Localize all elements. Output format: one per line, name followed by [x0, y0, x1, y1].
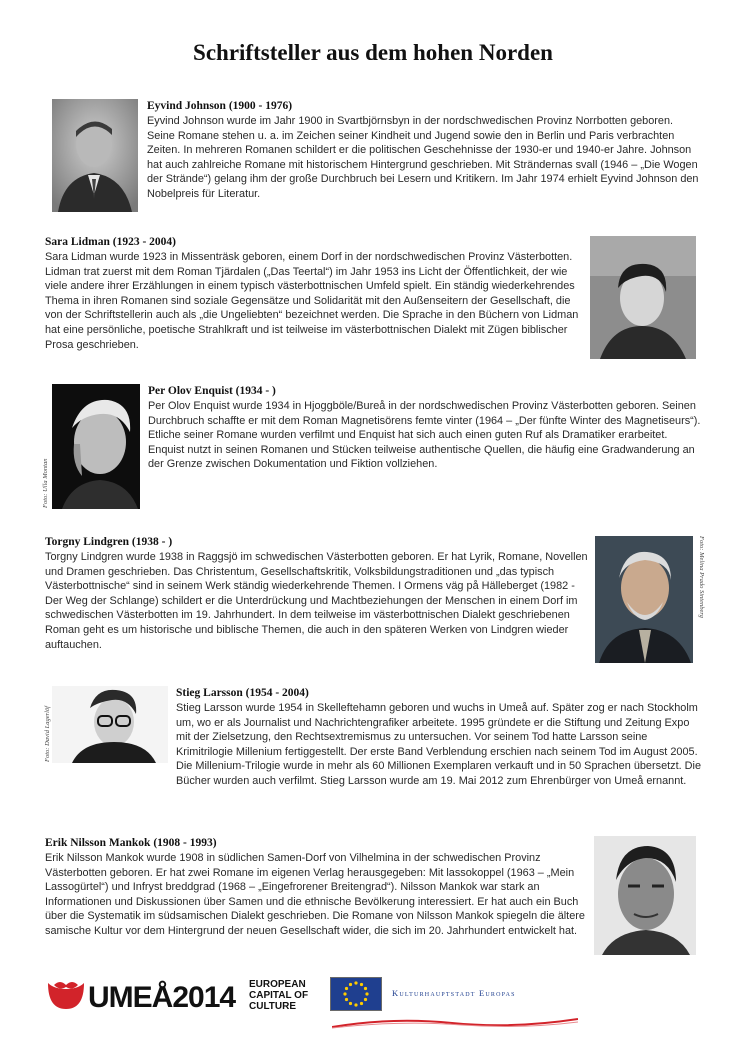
- author-bio: Erik Nilsson Mankok wurde 1908 in südlichen Samen-Dorf von Vilhelmina in der schwedischen Provinz Västerbotten geboren. Er hat zwei Romane im eigenen Verlag herausgegeben: Mit lassokoppel (1963 – „Mein Lassogürtel“) und Infryst breddgrad (1968 – „Eingefrorener Breitengrad“). Nilsson Mankok war stark an Informationen und Diskussionen über Samen und die ethnische Bevölkerung interessiert. Er hat auch ein Buch über die Systematik im südsamischen Dialekt geschrieben. Die Romane von Nilsson Mankok spiegeln die ältere samische Kultur vor dem Hintergrund der neuen Gesellschaft wider, die sich im 20. Jahrhundert entwickelt hat.: [45, 852, 585, 937]
- author-name: Per Olov Enquist (1934 - ): [148, 385, 276, 397]
- ecoc-line-3: CULTURE: [249, 1001, 297, 1012]
- author-name: Sara Lidman (1923 - 2004): [45, 236, 176, 248]
- eu-wave-decoration: [332, 1014, 578, 1026]
- author-bio: Torgny Lindgren wurde 1938 in Raggsjö im schwedischen Västerbotten geboren. Er hat Lyrik, Romane, Novellen und Dramen geschrieben. Das Christentum, Gesellschaftskritik, Volksbildungstraditionen und „das typisch Västerbottnische“ sind in seinem Werk ständig wiederkehrende Themen. I Ormens väg på Hälleberget (1982 - Der Weg der Schlange) schildert er die Unterdrückung und Machtbeziehungen der Menschen in einem Dorf im schwedischen Västerbotten im 19. Jahrhundert. In dem teilweise im västerbottnischen Dialekt geschriebenen Roman geht es um historische und biblische Themen, die auch in den späteren Werken von Lindgren wieder auftauchen.: [45, 551, 588, 651]
- author-photo-torgny-lindgren: [595, 536, 693, 663]
- author-name: Torgny Lindgren (1938 - ): [45, 536, 173, 548]
- ecoc-line-1: EUROPEAN: [249, 979, 306, 990]
- author-erik-nilsson-mankok: [45, 836, 585, 939]
- eu-flag-icon: [330, 977, 382, 1011]
- author-bio: Per Olov Enquist wurde 1934 in Hjoggböle/Bureå in der nordschwedischen Provinz Västerbotten geboren. Seinen Durchbruch schaffte er mit dem Roman Magnetisörens femte vinter (1964 – „Der fünfte Winter des Magnetiseurs“). Etliche seiner Romane wurden verfilmt und Enquist hat sich auch einen guten Ruf als Dramatiker erarbeitet. Enquist nutzt in seinen Romanen und Stücken teilweise authentische Quellen, die häufig eine Gradwanderung an der Grenze zwischen Dokumentation und Fiktion vollziehen.: [148, 400, 701, 471]
- author-name: Eyvind Johnson (1900 - 1976): [147, 100, 293, 112]
- author-photo-stieg-larsson: [52, 686, 168, 763]
- author-sara-lidman: [45, 235, 585, 352]
- photo-credit-enquist: Foto: Ulla Montan: [42, 458, 49, 508]
- page-title: Schriftsteller aus dem hohen Norden: [193, 40, 553, 65]
- author-stieg-larsson: [176, 686, 706, 789]
- photo-credit-lindgren: Foto: Melina Prado Sintenberg: [698, 536, 705, 618]
- author-photo-eyvind-johnson: [52, 99, 138, 212]
- umea-logo-text: UMEÅ2014: [88, 981, 236, 1014]
- author-bio: Eyvind Johnson wurde im Jahr 1900 in Svartbjörnsbyn in der nordschwedischen Provinz Norrbotten geboren. Seine Romane stehen u. a. im Zeichen seiner Kindheit und Jugend sowie den in Berlin und Paris verbrachten Zeiten. In mehreren Romanen schildert er die politischen Geschehnisse der 1930-er und 1940-er Jahre. Johnson hat auch zahlreiche Romane mit historischem Hintergrund geschrieben. Mit Strändernas svall (1946 – „Die Wogen der Strände“) gelang ihm der große Durchbruch bei Lesern und Kritikern. Im Jahr 1974 erhielt Eyvind Johnson den Nobelpreis für Literatur.: [147, 115, 699, 200]
- author-photo-erik-nilsson-mankok: [594, 836, 696, 955]
- kulturhauptstadt-label: Kulturhauptstadt Europas: [392, 988, 516, 998]
- author-bio: Sara Lidman wurde 1923 in Missenträsk geboren, einem Dorf in der nordschwedischen Provinz Västerbotten. Lidman trat zuerst mit dem Roman Tjärdalen („Das Teertal“) im Jahr 1953 ins Licht der Öffentlichkeit, der wie viele andere ihrer Erzählungen in einem typisch västerbottnischen Umfeld spielt. Ein ständig wiederkehrendes Thema in ihren Romanen sind soziale Gegensätze und Solidarität mit den Außenseitern der Gesellschaft, die von der Schriftstellerin auch als „die Ungeliebten“ bezeichnet werden. Die Sprache in den Büchern von Lidman hat eine persönliche, poetische Strahlkraft und ist teilweise im västerbottnischen Dialekt mit Zügen biblischer Prosa geschrieben.: [45, 251, 579, 351]
- ecoc-line-2: CAPITAL OF: [249, 990, 309, 1001]
- author-torgny-lindgren: [45, 535, 590, 652]
- author-bio: Stieg Larsson wurde 1954 in Skelleftehamn geboren und wuchs in Umeå auf. Später zog er nach Stockholm um, wo er als Journalist und Nachrichtengrafiker arbeitete. 1995 gründete er die Stiftung und Zeitung Expo mit der Zielsetzung, den Rechtsextremismus zu untersuchen. Vor seinem Tod hatte Larsson seine Krimitrilogie Millenium fertiggestellt. Der erste Band Verblendung erschien nach seinem Tod im August 2005. Die Millenium-Trilogie wurde in mehr als 60 Millionen Exemplaren verkauft und in 50 Sprachen übersetzt. Die Bücher wurden auch verfilmt. Stieg Larsson wurde am 19. Mai 2012 zum Ehrenbürger von Umeå ernannt.: [176, 702, 702, 787]
- author-per-olov-enquist: [148, 384, 703, 472]
- author-name: Erik Nilsson Mankok (1908 - 1993): [45, 837, 217, 849]
- author-name: Stieg Larsson (1954 - 2004): [176, 687, 309, 699]
- umea-2014-logo: [44, 975, 316, 1015]
- author-photo-per-olov-enquist: [52, 384, 140, 509]
- photo-credit-larsson: Foto: David Lagerlöf: [44, 706, 51, 762]
- author-photo-sara-lidman: [590, 236, 696, 359]
- author-eyvind-johnson: [147, 99, 702, 202]
